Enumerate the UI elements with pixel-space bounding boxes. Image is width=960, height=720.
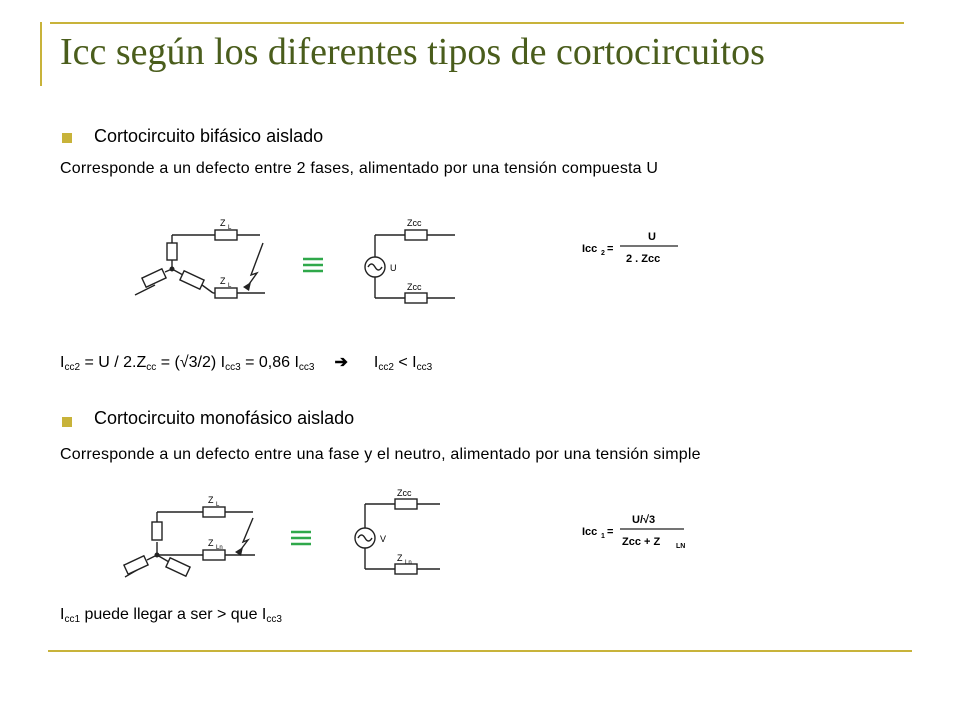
eq2-lhs-sub: 1: [601, 533, 605, 540]
bullet-square-icon: [62, 417, 72, 427]
section1-circuit-diagram: [125, 205, 465, 310]
zln-sub: Ln: [216, 545, 223, 551]
frame-left-line: [40, 22, 42, 86]
eq1-denominator: 2 . Zcc: [626, 253, 661, 265]
zl-bottom-sub: L: [228, 283, 232, 289]
zln-bottom-sub: Ln: [405, 560, 412, 566]
section2-equation: [580, 510, 700, 552]
zcc-label: Zcc: [397, 488, 412, 498]
svg-text:=: =: [607, 526, 614, 538]
eq2-denominator: Zcc + Z: [622, 536, 661, 548]
eq2-denominator-sub: LN: [676, 543, 686, 550]
zl-top-label: Z: [220, 218, 226, 228]
zl-top-sub: L: [228, 225, 232, 231]
svg-text:=: =: [607, 243, 614, 255]
section1-equation: [580, 228, 710, 268]
equivalence-symbol: [291, 532, 311, 544]
frame-top-line: [50, 22, 904, 24]
bullet-square-icon: [62, 133, 72, 143]
section2-circuit-diagram: [115, 482, 460, 587]
section2-result-line: $I_{cc1}$ puede llegar a ser > que $I_{cc3}$: [60, 606, 282, 625]
eq1-lhs-sub: 2: [601, 250, 605, 257]
right-arrow-icon: ➔: [334, 354, 348, 371]
section2-heading: Cortocircuito monofásico aislado: [94, 408, 355, 428]
frame-bottom-line: [48, 650, 912, 652]
zl-sub: L: [216, 502, 220, 508]
section2-description: Corresponde a un defecto entre una fase y el neutro, alimentado por una tensión simple: [60, 446, 701, 463]
section1-description: Corresponde a un defecto entre 2 fases, alimentado por una tensión compuesta U: [60, 160, 659, 177]
source-u-label: U: [390, 263, 397, 273]
zln-bottom-label: Z: [397, 553, 403, 563]
zl-bottom-label: Z: [220, 276, 226, 286]
zl-label: Z: [208, 495, 214, 505]
source-v-label: V: [380, 534, 387, 544]
eq1-numerator: U: [648, 231, 656, 243]
slide-title: Icc según los diferentes tipos de cortocircuitos: [60, 31, 765, 73]
eq2-numerator: U/√3: [632, 514, 656, 526]
section1-heading: Cortocircuito bifásico aislado: [94, 126, 324, 146]
eq1-lhs: Icc: [582, 243, 598, 255]
zln-label: Z: [208, 538, 214, 548]
zcc-bottom-label: Zcc: [407, 282, 422, 292]
eq2-lhs: Icc: [582, 526, 598, 538]
zcc-top-label: Zcc: [407, 218, 422, 228]
section1-result-line: $I_{cc2} = U / 2.Z_{cc} = (√3/2) I_{cc3} = 0,86$ $I_{cc3}$ ➔ $I_{cc2} < I_{cc3}$: [60, 354, 433, 373]
equivalence-symbol: [303, 259, 323, 271]
